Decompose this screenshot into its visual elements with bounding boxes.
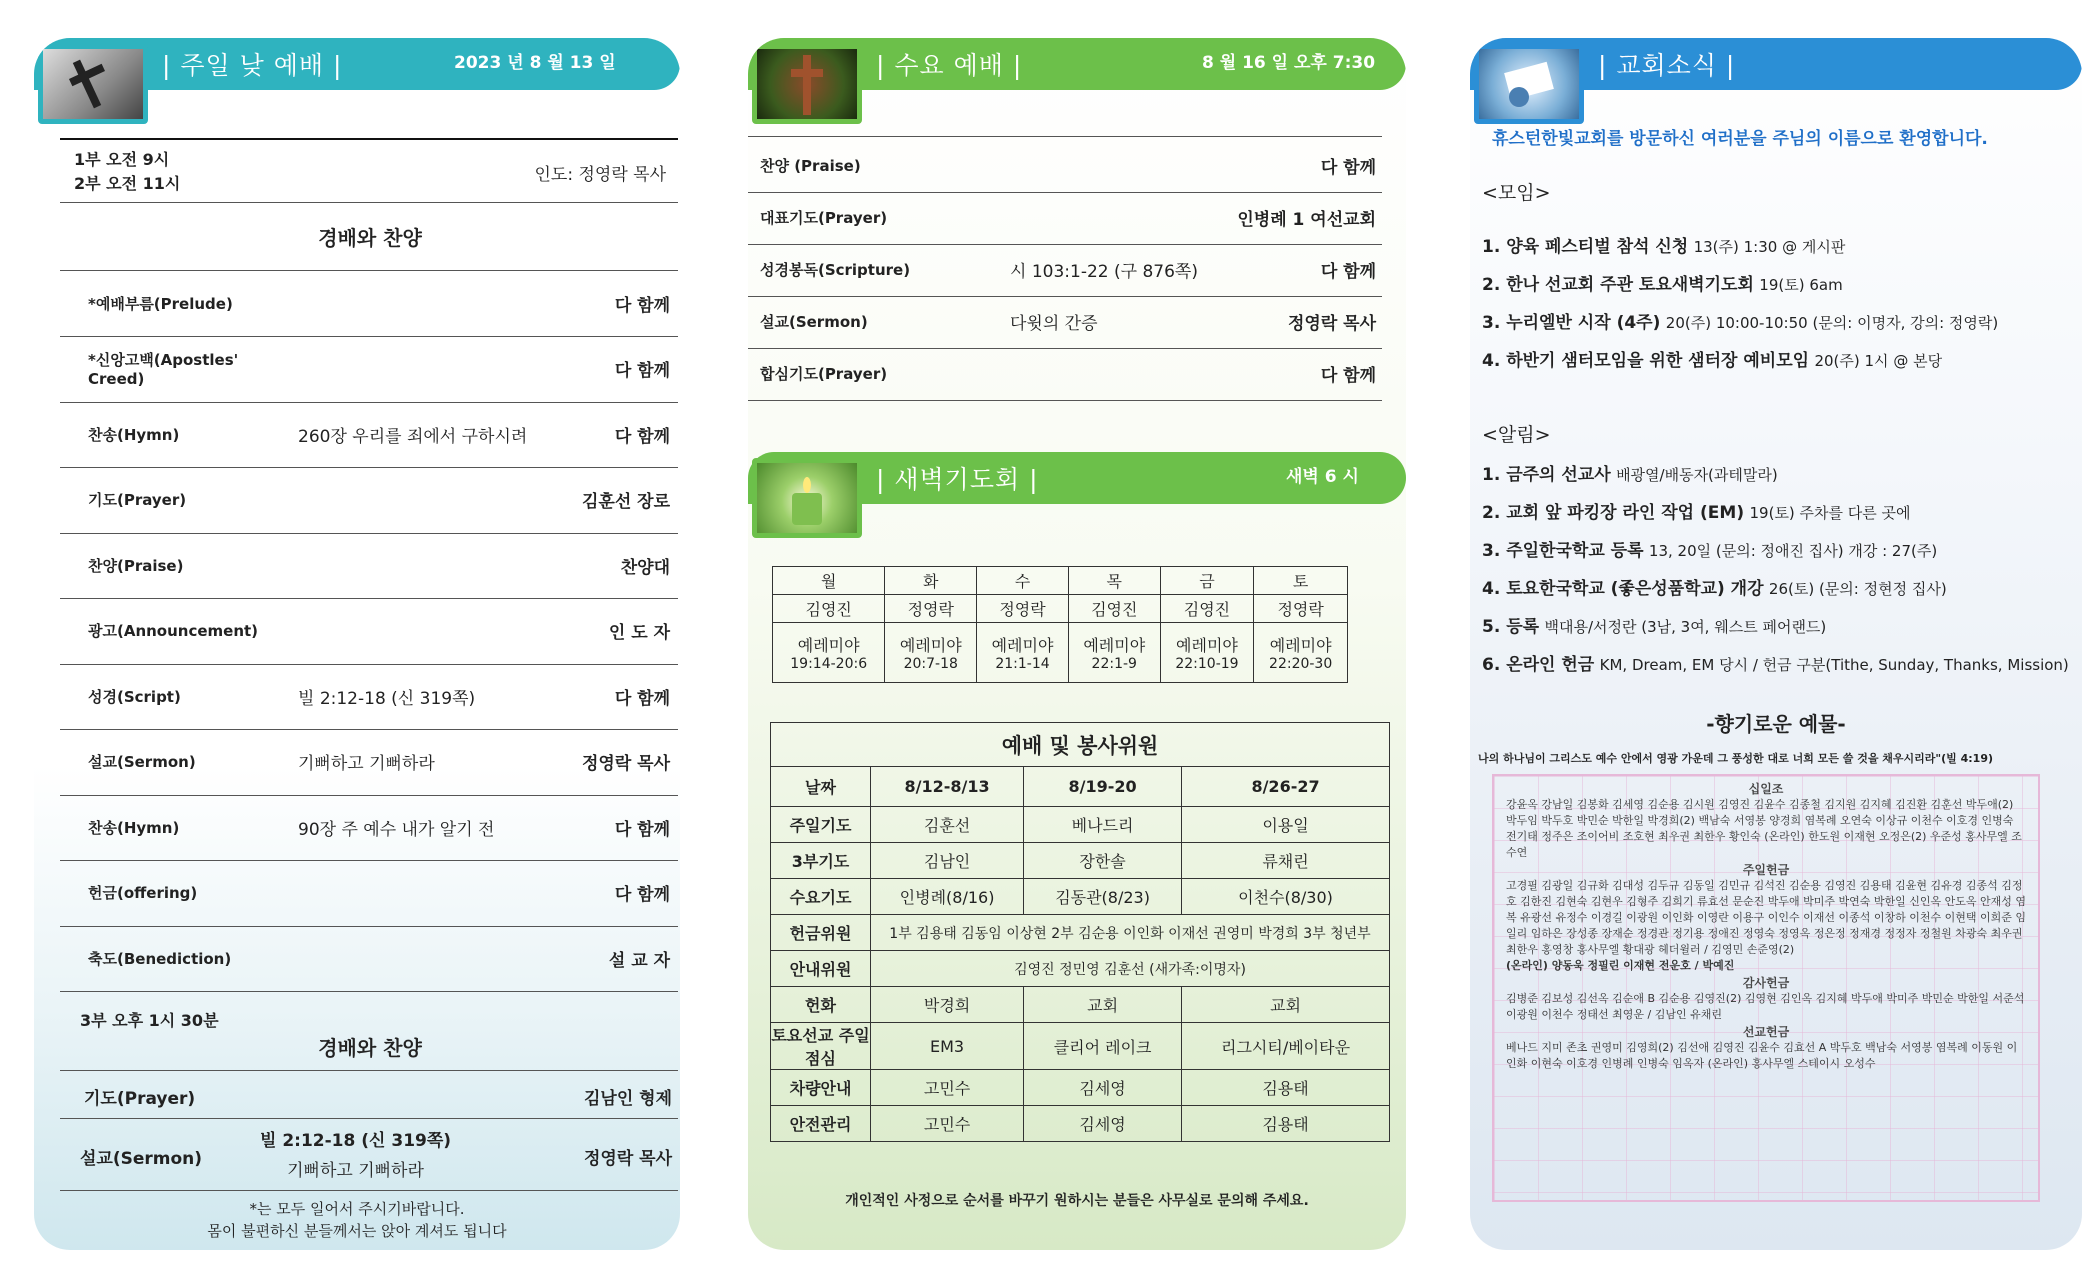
order-label: 찬양(Praise) bbox=[88, 556, 184, 575]
order-presenter: 인 도 자 bbox=[608, 623, 670, 643]
volunteer-name: 리그시티/베이타운 bbox=[1182, 1023, 1390, 1070]
reading-verses: 22:1-9 bbox=[1091, 656, 1137, 672]
tithe-heading: 십일조 bbox=[1748, 782, 1784, 796]
order-presenter: 김훈선 장로 bbox=[581, 492, 670, 512]
meetings-heading: <모임> bbox=[1482, 182, 1551, 204]
volunteer-name: 고민수 bbox=[871, 1070, 1024, 1106]
notices-item bbox=[1482, 570, 2069, 608]
row-divider bbox=[60, 467, 678, 468]
volunteer-row bbox=[771, 1106, 1390, 1142]
row-divider bbox=[748, 400, 1382, 401]
church-news-panel bbox=[1470, 38, 2082, 1250]
row-divider bbox=[60, 336, 678, 337]
dawn-day: 목 bbox=[1068, 567, 1160, 595]
third-service-time: 3부 오후 1시 30분 bbox=[80, 1011, 219, 1030]
dawn-leader: 정영락 bbox=[1254, 595, 1348, 623]
volunteer-name: EM3 bbox=[871, 1023, 1024, 1070]
item-detail: 20(주) 10:00-10:50 (문의: 이명자, 강의: 정영락) bbox=[1665, 314, 1999, 332]
volunteer-row bbox=[771, 807, 1390, 843]
sunday-order-row bbox=[34, 733, 680, 791]
order-detail: 260장 우리를 죄에서 구하시려 bbox=[298, 426, 528, 447]
sunday-date: 2023 년 8 월 13 일 bbox=[454, 53, 616, 73]
order-detail: 시 103:1-22 (구 876쪽) bbox=[1010, 261, 1198, 282]
offering-list-box bbox=[1492, 774, 2040, 1202]
volunteer-name: 이용일 bbox=[1182, 807, 1390, 843]
order-label: 설교(Sermon) bbox=[88, 753, 196, 771]
meetings-item bbox=[1482, 304, 1998, 342]
volunteer-header-cell: 8/26-27 bbox=[1182, 767, 1390, 807]
volunteer-row bbox=[771, 987, 1390, 1023]
third-prayer-row: 기도(Prayer) 김남인 형제 bbox=[84, 1088, 672, 1109]
volunteer-role: 헌금위원 bbox=[771, 915, 871, 951]
reading-book: 예레미야 bbox=[797, 636, 860, 655]
sunday-offering-heading: 주일헌금 bbox=[1742, 863, 1790, 877]
volunteer-row bbox=[771, 1023, 1390, 1070]
sunday-order-row bbox=[34, 864, 680, 922]
sunday-order-row bbox=[34, 667, 680, 725]
order-label: 찬양 (Praise) bbox=[760, 156, 861, 175]
order-detail: 다윗의 간증 bbox=[1010, 313, 1098, 334]
volunteer-name: 인병례(8/16) bbox=[871, 879, 1024, 915]
wednesday-order-row bbox=[748, 246, 1406, 292]
thanks-offering-names: 김병준 김보성 김선옥 김순애 B 김순용 김영진(2) 김영현 김인옥 김지혜 박두애 박미주 박민순 박한일 서준석 이광원 이천수 정태선 최영운 / 김남인 유채린 bbox=[1506, 992, 2025, 1021]
volunteer-name: 클리어 레이크 bbox=[1024, 1023, 1182, 1070]
candle-photo bbox=[752, 458, 862, 538]
volunteer-header-cell: 8/19-20 bbox=[1024, 767, 1182, 807]
row-divider bbox=[748, 348, 1382, 349]
volunteer-role: 헌화 bbox=[771, 987, 871, 1023]
volunteer-name: 김남인 bbox=[871, 843, 1024, 879]
sunday-notes: *는 모두 일어서 주시기바랍니다. 몸이 불편하신 분들께서는 앉아 계셔도 됩니다 bbox=[207, 1200, 507, 1240]
volunteer-role: 안전관리 bbox=[771, 1106, 871, 1142]
reading-book: 예레미야 bbox=[1269, 636, 1332, 655]
volunteer-name: 이천수(8/30) bbox=[1182, 879, 1390, 915]
meetings-item bbox=[1482, 342, 1998, 380]
reading-verses: 20:7-18 bbox=[903, 656, 958, 672]
row-divider bbox=[60, 991, 678, 992]
dawn-day: 토 bbox=[1254, 567, 1348, 595]
notices-item bbox=[1482, 608, 2069, 646]
service-times: 1부 오전 9시 2부 오전 11시 bbox=[74, 150, 181, 193]
order-label: 찬송(Hymn) bbox=[88, 425, 180, 444]
volunteer-table bbox=[770, 722, 1390, 1142]
dawn-day: 월 bbox=[773, 567, 885, 595]
sunday-offering-online: (온라인) 양동욱 정필린 이재현 전운호 / 박예진 bbox=[1506, 959, 1735, 972]
dawn-day: 수 bbox=[977, 567, 1069, 595]
sunday-order-row bbox=[34, 536, 680, 594]
order-presenter: 찬양대 bbox=[620, 557, 670, 578]
item-title: 6. 온라인 헌금 bbox=[1482, 655, 1595, 675]
row-divider bbox=[748, 244, 1382, 245]
volunteer-row bbox=[771, 915, 1390, 951]
section-praise-worship: 경배와 찬양 bbox=[318, 226, 422, 250]
section-praise-worship-2: 경배와 찬양 bbox=[318, 1036, 422, 1060]
reading-verses: 21:1-14 bbox=[995, 656, 1050, 672]
order-detail: 빌 2:12-18 (신 319쪽) bbox=[298, 688, 476, 709]
volunteer-role: 주일기도 bbox=[771, 807, 871, 843]
order-presenter: 다 함께 bbox=[1320, 261, 1376, 282]
item-detail: 19(토) 주차를 다른 곳에 bbox=[1749, 504, 1911, 522]
volunteer-role: 토요선교 주일점심 bbox=[771, 1023, 871, 1070]
row-divider bbox=[60, 860, 678, 861]
dawn-day: 금 bbox=[1160, 567, 1254, 595]
volunteer-name: 베나드리 bbox=[1024, 807, 1182, 843]
order-presenter: 다 함께 bbox=[614, 295, 670, 316]
volunteer-header-cell: 8/12-8/13 bbox=[871, 767, 1024, 807]
row-divider bbox=[748, 136, 1382, 137]
order-label: 광고(Announcement) bbox=[88, 622, 259, 640]
item-detail: KM, Dream, EM 당시 / 헌금 구분(Tithe, Sunday, Thanks, Mission) bbox=[1599, 656, 2069, 674]
volunteer-name: 김영진 정민영 김훈선 (새가족:이명자) bbox=[871, 951, 1390, 987]
item-detail: 배광열/배동자(과테말라) bbox=[1616, 466, 1778, 484]
volunteer-row bbox=[771, 843, 1390, 879]
reading-book: 예레미야 bbox=[991, 636, 1054, 655]
volunteer-role: 3부기도 bbox=[771, 843, 871, 879]
sunday-order-row bbox=[34, 929, 680, 987]
item-title: 1. 금주의 선교사 bbox=[1482, 465, 1611, 485]
dawn-reading bbox=[1254, 623, 1348, 683]
item-title: 3. 주일한국학교 등록 bbox=[1482, 541, 1644, 561]
volunteer-role: 안내위원 bbox=[771, 951, 871, 987]
dawn-title: | 새벽기도회 | bbox=[876, 465, 1039, 494]
thanks-offering-heading: 감사헌금 bbox=[1742, 976, 1790, 990]
offering-verse: 나의 하나님이 그리스도 예수 안에서 영광 가운데 그 풍성한 대로 너희 모든 쓸 것을 채우시리라"(빌 4:19) bbox=[1478, 752, 1994, 765]
reading-verses: 19:14-20:6 bbox=[790, 656, 868, 672]
order-presenter: 다 함께 bbox=[1320, 157, 1376, 178]
volunteer-footnote: 개인적인 사정으로 순서를 바꾸기 원하시는 분들은 사무실로 문의해 주세요. bbox=[845, 1193, 1309, 1209]
notices-item bbox=[1482, 456, 2069, 494]
order-label: 축도(Benediction) bbox=[88, 949, 232, 968]
reading-book: 예레미야 bbox=[899, 636, 962, 655]
wednesday-order-row bbox=[748, 194, 1406, 240]
order-presenter: 다 함께 bbox=[614, 885, 670, 905]
wooden-cross-photo bbox=[752, 44, 862, 124]
row-divider bbox=[748, 192, 1382, 193]
row-divider bbox=[60, 795, 678, 796]
dawn-schedule-table bbox=[772, 566, 1348, 683]
third-sermon-row: 설교(Sermon) 빌 2:12-18 (신 319쪽) 기뻐하고 기뻐하라 정영락 목사 bbox=[80, 1131, 672, 1181]
volunteer-name: 고민수 bbox=[871, 1106, 1024, 1142]
reading-verses: 22:20-30 bbox=[1269, 656, 1333, 672]
wednesday-order-row bbox=[748, 350, 1406, 396]
sunday-title: | 주일 낮 예배 | bbox=[162, 51, 343, 80]
order-label: *예배부름(Prelude) bbox=[88, 294, 233, 313]
item-title: 1. 양육 페스티벌 참석 신청 bbox=[1482, 237, 1689, 257]
item-detail: 13(주) 1:30 @ 게시판 bbox=[1693, 238, 1846, 256]
reading-book: 예레미야 bbox=[1083, 636, 1146, 655]
order-presenter: 다 함께 bbox=[614, 361, 670, 381]
welcome-message: 휴스턴한빛교회를 방문하신 여러분을 주님의 이름으로 환영합니다. bbox=[1492, 129, 1988, 149]
sunday-offering-names: 고경필 김광일 김규화 김대성 김두규 김동일 김민규 김석진 김순용 김영진 김용태 김윤현 김유경 김종석 김정호 김한진 김현숙 김현우 김형주 김희기 류효선 문순진 박두애 박미주 박연숙 박한일 신인옥 안도옥 안재성 염복 유광선 유정수 이경길 이광원 이인화 이영란 이용구 이인수 이재선 이종석 이창하 이천수 이현택 이희준 임일리 임하은 장성종 장재순 정경관 정기용 정애진 정영숙 정영옥 정은정 정재경 정정자 정철원 차광숙 최우권 최한우 홍영창 홍사무엘 황대광 헤더윌러 / 김영민 손준영(2) bbox=[1506, 879, 2026, 956]
order-label: 합심기도(Prayer) bbox=[760, 364, 888, 383]
bible-cross-photo bbox=[38, 44, 148, 124]
order-presenter: 정영락 목사 bbox=[581, 754, 670, 774]
reading-book: 예레미야 bbox=[1176, 636, 1238, 655]
reading-verses: 22:10-19 bbox=[1175, 656, 1239, 672]
volunteer-name: 교회 bbox=[1182, 987, 1390, 1023]
order-presenter: 다 함께 bbox=[614, 426, 670, 447]
item-detail: 백대용/서정란 (3남, 3여, 웨스트 페어랜드) bbox=[1544, 618, 1827, 636]
notices-heading: <알림> bbox=[1482, 424, 1551, 446]
item-title: 3. 누리엘반 시작 (4주) bbox=[1482, 313, 1661, 333]
order-presenter: 다 함께 bbox=[1320, 365, 1376, 386]
volunteer-name: 김용태 bbox=[1182, 1070, 1390, 1106]
notices-item bbox=[1482, 532, 2069, 570]
dawn-leader: 정영락 bbox=[977, 595, 1069, 623]
order-presenter: 정영락 목사 bbox=[1287, 313, 1376, 334]
meetings-item bbox=[1482, 266, 1998, 304]
dawn-reading bbox=[977, 623, 1069, 683]
wednesday-order-row bbox=[748, 142, 1406, 188]
news-title: | 교회소식 | bbox=[1598, 51, 1736, 80]
order-presenter: 다 함께 bbox=[614, 688, 670, 709]
row-divider bbox=[748, 296, 1382, 297]
volunteer-name: 김세영 bbox=[1024, 1106, 1182, 1142]
order-label: 찬송(Hymn) bbox=[88, 818, 180, 837]
volunteer-row bbox=[771, 1070, 1390, 1106]
sunday-order-row bbox=[34, 602, 680, 660]
volunteer-role: 수요기도 bbox=[771, 879, 871, 915]
dawn-leader: 김영진 bbox=[1160, 595, 1254, 623]
sunday-order-row bbox=[34, 471, 680, 529]
order-presenter: 인병례 1 여선교회 bbox=[1237, 209, 1376, 230]
sunday-order-row bbox=[34, 274, 680, 332]
row-divider bbox=[60, 598, 678, 599]
meetings-list bbox=[1482, 228, 1998, 380]
dawn-leader: 정영락 bbox=[885, 595, 977, 623]
row-divider bbox=[60, 664, 678, 665]
item-title: 2. 한나 선교회 주관 토요새벽기도회 bbox=[1482, 275, 1754, 295]
volunteer-name: 교회 bbox=[1024, 987, 1182, 1023]
sunday-order-row bbox=[34, 798, 680, 856]
item-detail: 19(토) 6am bbox=[1759, 276, 1843, 294]
volunteer-row bbox=[771, 879, 1390, 915]
dawn-reading bbox=[773, 623, 885, 683]
volunteer-name: 장한솔 bbox=[1024, 843, 1182, 879]
sunday-leader: 인도: 정영락 목사 bbox=[534, 165, 666, 185]
dawn-time: 새벽 6 시 bbox=[1286, 467, 1359, 487]
item-title: 5. 등록 bbox=[1482, 617, 1540, 637]
volunteer-role: 차량안내 bbox=[771, 1070, 871, 1106]
sunday-order-row bbox=[34, 340, 680, 398]
item-detail: 20(주) 1시 @ 본당 bbox=[1814, 352, 1943, 370]
volunteer-name: 박경희 bbox=[871, 987, 1024, 1023]
row-divider bbox=[60, 926, 678, 927]
volunteer-name: 류채린 bbox=[1182, 843, 1390, 879]
meetings-item bbox=[1482, 228, 1998, 266]
notices-list bbox=[1482, 456, 2069, 684]
mission-offering-names: 베나드 지미 존초 권영미 김영희(2) 김선애 김영진 김윤수 김효선 A 박두호 백남숙 서영봉 염복례 이동원 이인화 이현숙 이호경 인병례 인병숙 임옥자 (온라인) 홍사무엘 스테이시 오성수 bbox=[1506, 1041, 2018, 1070]
sunday-order-row bbox=[34, 405, 680, 463]
volunteer-header-cell: 날짜 bbox=[771, 767, 871, 807]
order-label: *신앙고백(Apostles' Creed) bbox=[88, 351, 239, 388]
order-detail: 90장 주 예수 내가 알기 전 bbox=[298, 819, 495, 840]
volunteer-name: 김훈선 bbox=[871, 807, 1024, 843]
item-title: 4. 토요한국학교 (좋은성품학교) 개강 bbox=[1482, 579, 1764, 599]
order-label: 헌금(offering) bbox=[88, 884, 198, 902]
item-title: 2. 교회 앞 파킹장 라인 작업 (EM) bbox=[1482, 503, 1745, 523]
order-label: 성경봉독(Scripture) bbox=[760, 260, 911, 279]
order-label: 대표기도(Prayer) bbox=[760, 208, 888, 227]
volunteer-name: 김동관(8/23) bbox=[1024, 879, 1182, 915]
tithe-names: 강윤옥 강남일 김봉화 김세영 김순용 김시원 김영진 김윤수 김종철 김지원 김지혜 김진환 김훈선 박두애(2) 박두임 박두호 박민순 박한일 박경희(2) 백남숙 서영봉 양경희 염복례 오연숙 이상규 이천수 이호경 인병숙 전기태 정주은 조이어비 조호현 최우권 최한우 황인숙 (온라인) 한도원 이재현 오정은(2) 우준성 홍사무엘 조수연 bbox=[1506, 798, 2022, 859]
mission-offering-heading: 선교헌금 bbox=[1742, 1025, 1790, 1039]
volunteer-name: 1부 김용태 김동임 이상현 2부 김순용 이인화 이재선 권영미 박경희 3부 청년부 bbox=[871, 915, 1390, 951]
sunday-service-panel bbox=[34, 38, 680, 1250]
volunteer-name: 김용태 bbox=[1182, 1106, 1390, 1142]
order-presenter: 다 함께 bbox=[614, 819, 670, 840]
dawn-day: 화 bbox=[885, 567, 977, 595]
order-label: 설교(Sermon) bbox=[760, 312, 868, 331]
wednesday-panel bbox=[748, 38, 1406, 1250]
row-divider bbox=[60, 729, 678, 730]
row-divider bbox=[60, 533, 678, 534]
volunteer-title: 예배 및 봉사위원 bbox=[771, 723, 1390, 767]
dawn-leader: 김영진 bbox=[773, 595, 885, 623]
order-label: 기도(Prayer) bbox=[88, 491, 187, 509]
volunteer-name: 김세영 bbox=[1024, 1070, 1182, 1106]
wednesday-order-row bbox=[748, 298, 1406, 344]
row-divider bbox=[60, 402, 678, 403]
offering-title: -향기로운 예물- bbox=[1706, 712, 1846, 736]
dawn-reading bbox=[1160, 623, 1254, 683]
dawn-leader: 김영진 bbox=[1068, 595, 1160, 623]
wednesday-title: | 수요 예배 | bbox=[876, 51, 1023, 80]
order-label: 성경(Script) bbox=[88, 687, 181, 706]
order-presenter: 설 교 자 bbox=[608, 950, 670, 971]
item-detail: 13, 20일 (문의: 정애진 집사) 개강 : 27(주) bbox=[1648, 542, 1938, 560]
dawn-reading bbox=[885, 623, 977, 683]
wednesday-date: 8 월 16 일 오후 7:30 bbox=[1202, 53, 1376, 73]
item-title: 4. 하반기 샘터모임을 위한 샘터장 예비모임 bbox=[1482, 351, 1810, 371]
notices-item bbox=[1482, 494, 2069, 532]
notices-item bbox=[1482, 646, 2069, 684]
order-detail: 기뻐하고 기뻐하라 bbox=[298, 754, 435, 774]
flower-card-photo bbox=[1474, 44, 1584, 124]
dawn-reading bbox=[1068, 623, 1160, 683]
item-detail: 26(토) (문의: 정현정 집사) bbox=[1768, 580, 1947, 598]
volunteer-row bbox=[771, 951, 1390, 987]
